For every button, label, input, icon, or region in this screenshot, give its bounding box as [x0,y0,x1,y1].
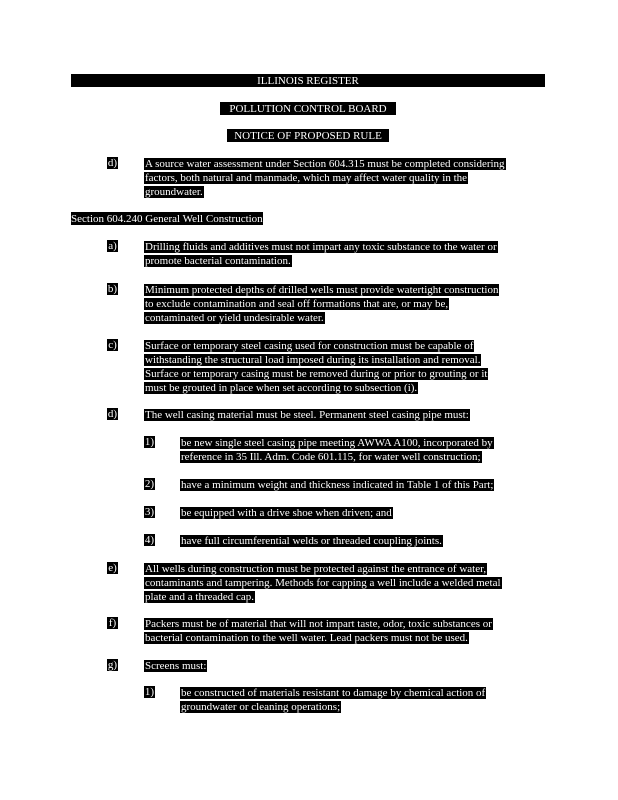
subitem-label: 2) [144,478,155,490]
item-label: d) [107,408,118,420]
subparagraph: be equipped with a drive shoe when driven; and [181,507,392,519]
paragraph: The well casing material must be steel. Permanent steel casing pipe must: [145,409,469,421]
register-header: ILLINOIS REGISTER [71,74,545,87]
paragraph: Drilling fluids and additives must not impart any toxic substance to the water or promote bacterial contamination. [145,241,497,267]
paragraph: Packers must be of material that will not impart taste, odor, toxic substances or bacterial contamination to the well water. Lead packers must not be used. [145,618,492,644]
section-heading: Section 604.240 General Well Construction [71,213,263,225]
paragraph: Minimum protected depths of drilled wells must provide watertight construction to exclude contamination and seal off formations that are, or may be, contaminated or yield undesirable water. [145,284,499,324]
board-header: POLLUTION CONTROL BOARD [220,102,396,115]
subitem-label: 1) [144,436,155,448]
item-label: e) [108,562,117,574]
paragraph: A source water assessment under Section 604.315 must be completed considering factors, both natural and manmade, which may affect water quality in the groundwater. [145,158,505,198]
notice-header: NOTICE OF PROPOSED RULE [227,129,389,142]
paragraph: All wells during construction must be protected against the entrance of water, contaminants and tampering. Methods for capping a well include a welded metal plate and a threaded cap. [145,563,501,603]
subparagraph: have full circumferential welds or threaded coupling joints. [181,535,442,547]
paragraph: Screens must: [145,660,207,672]
subparagraph: be constructed of materials resistant to damage by chemical action of groundwater or cleaning operations; [181,687,486,713]
subitem-label: 4) [144,534,155,546]
item-label: c) [108,339,117,351]
subitem-label: 1) [144,686,155,698]
item-label: g) [107,659,118,671]
paragraph: Surface or temporary steel casing used for construction must be capable of withstanding the structural load imposed during its installation and removal. Surface or temporary casing must be removed during or prior to grouting or it must be grouted in place when set according to subsection (i). [145,340,488,394]
item-label: d) [107,157,118,169]
item-label: f) [108,617,117,629]
item-label: b) [107,283,118,295]
subparagraph: be new single steel casing pipe meeting AWWA A100, incorporated by reference in 35 Ill. Adm. Code 601.115, for water well construction; [181,437,493,463]
subitem-label: 3) [144,506,155,518]
subparagraph: have a minimum weight and thickness indicated in Table 1 of this Part; [181,479,494,491]
item-label: a) [108,240,117,252]
